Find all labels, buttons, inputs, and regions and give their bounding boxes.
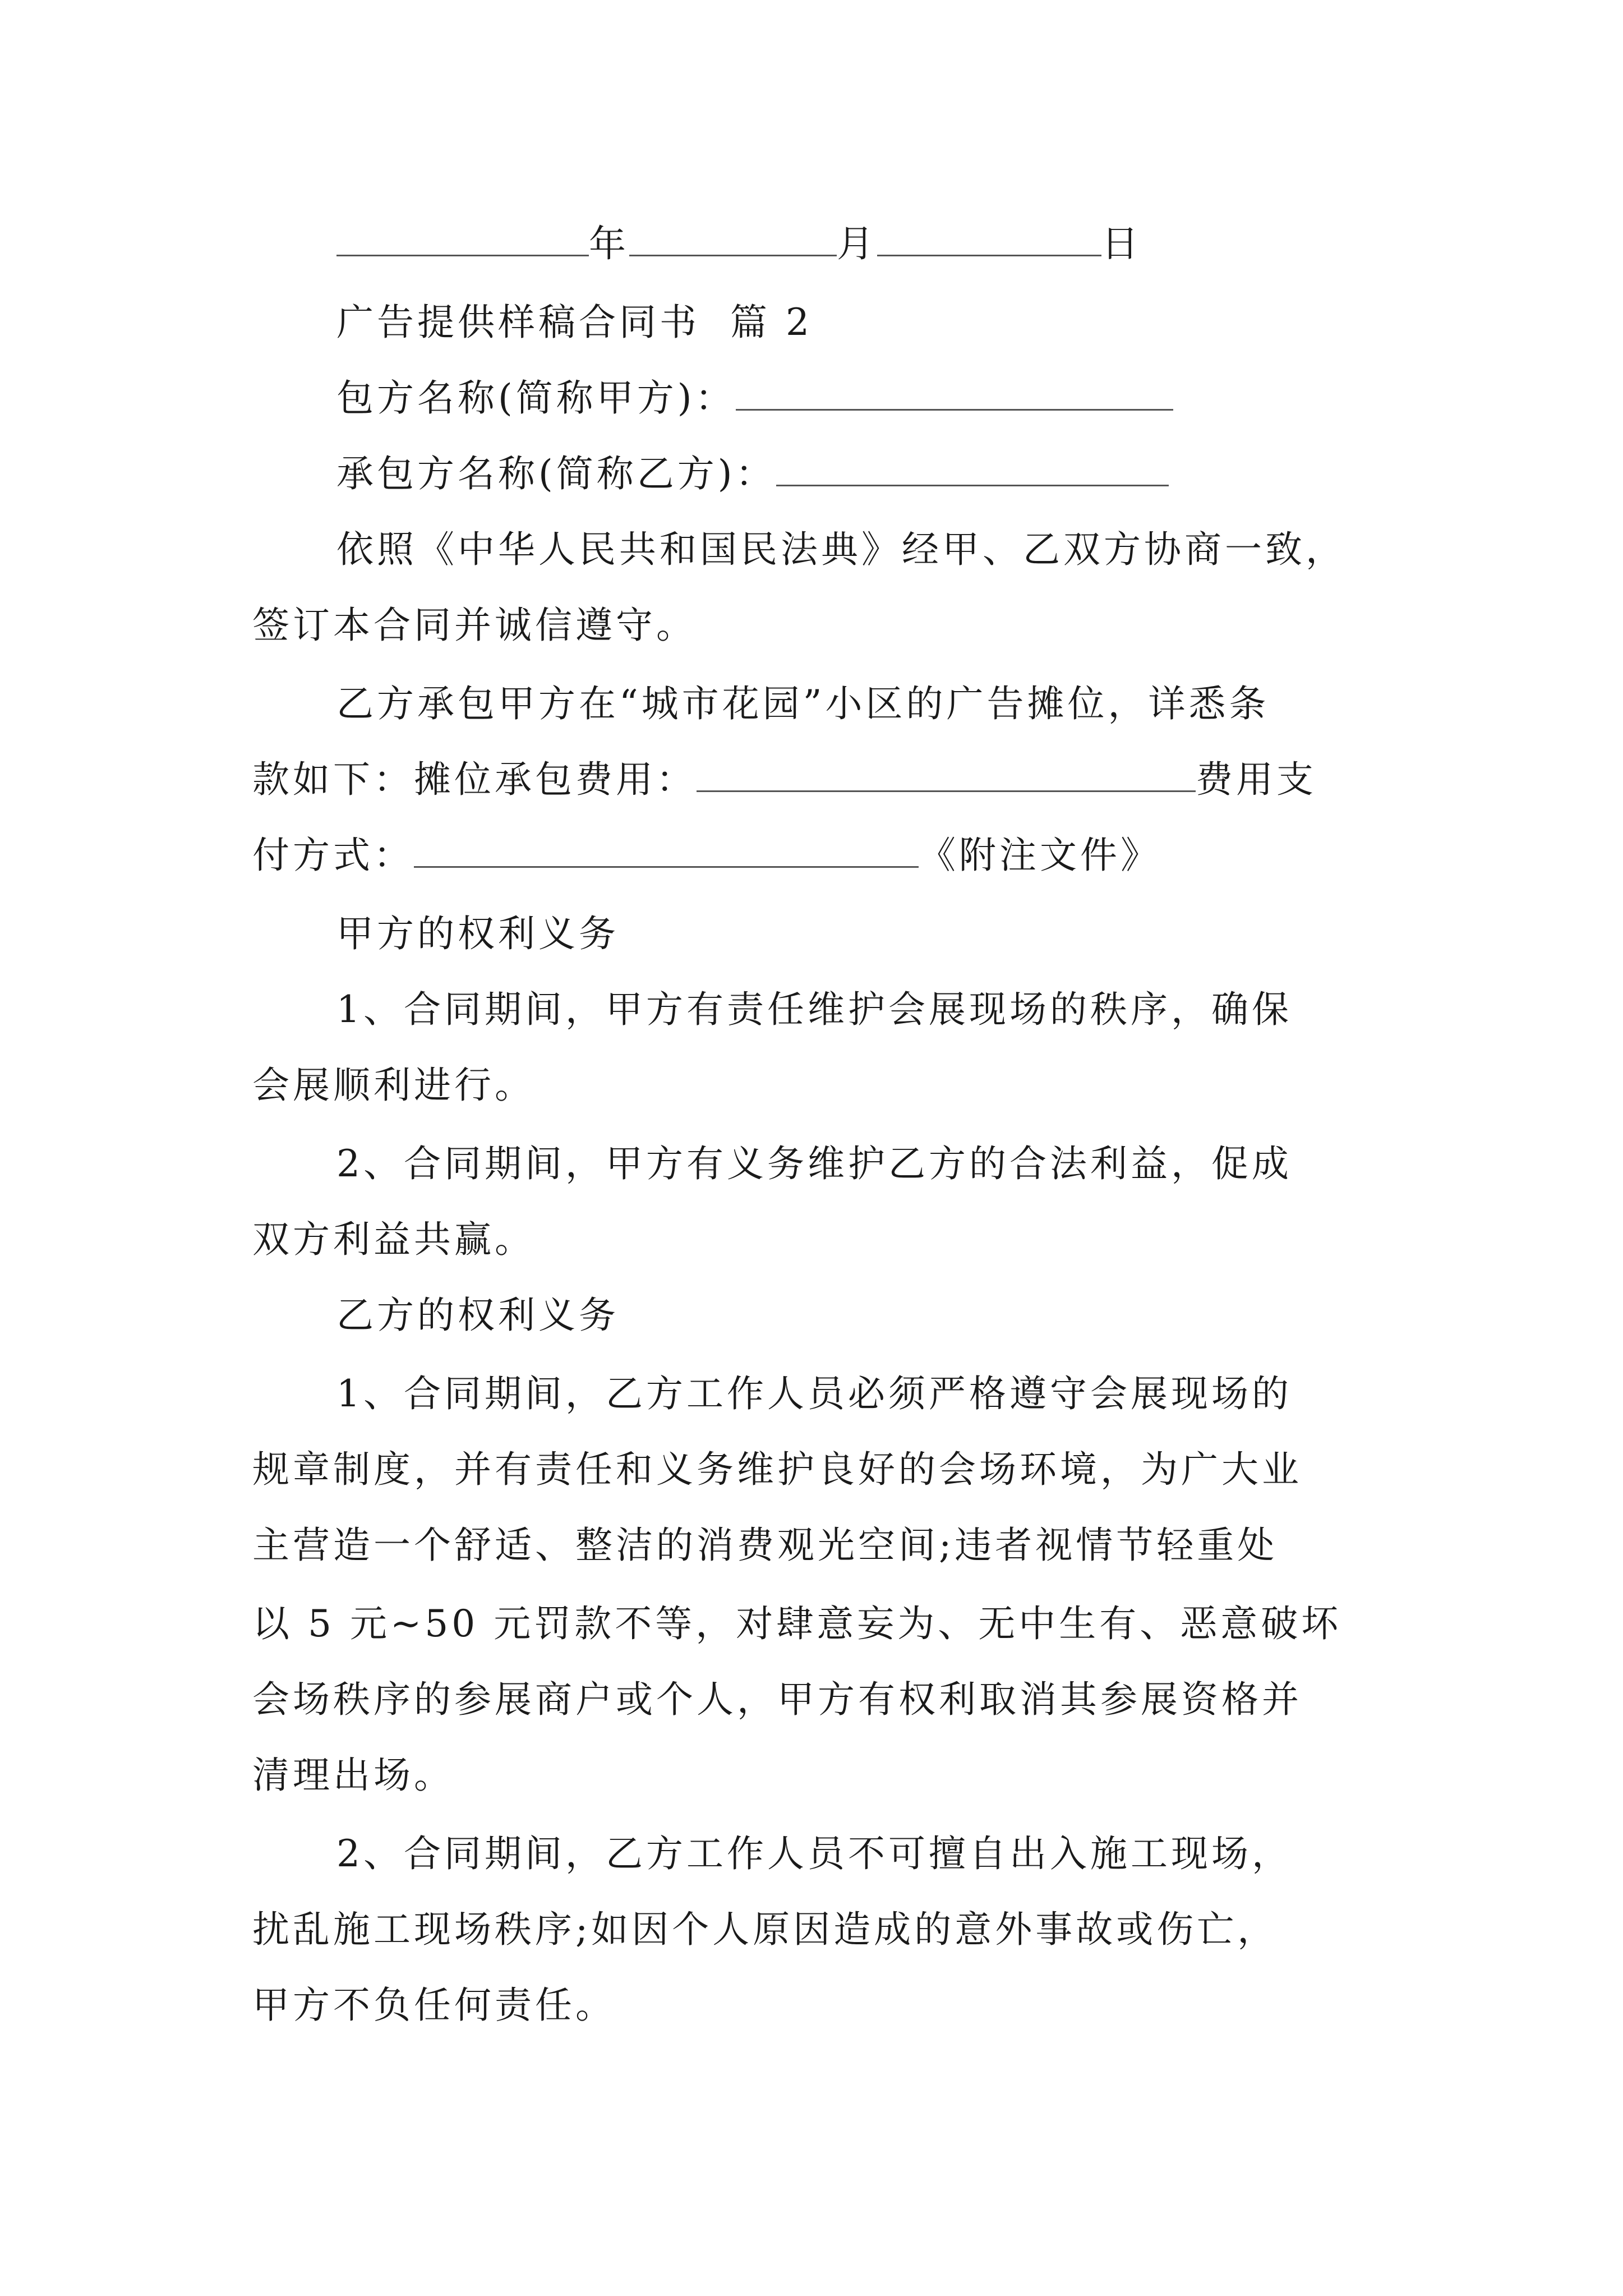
party-b-item1-line3: 主营造一个舒适、整洁的消费观光空间;违者视情节轻重处 — [252, 1524, 1278, 1567]
party-a-item2-line2: 双方利益共赢。 — [252, 1218, 535, 1261]
section-label: 篇 2 — [730, 301, 813, 344]
month-label: 月 — [837, 222, 877, 265]
party-b-item2-line1: 2、合同期间，乙方工作人员不可擅自出入施工现场， — [336, 1832, 1292, 1875]
title-text: 广告提供样稿合同书 — [336, 301, 700, 344]
party-b-item2-line2: 扰乱施工现场秩序;如因个人原因造成的意外事故或伤亡， — [252, 1908, 1278, 1951]
party-b-rights-heading: 乙方的权利义务 — [336, 1294, 619, 1337]
fee-blank[interactable] — [697, 753, 1196, 792]
attachment-ref: 《附注文件》 — [919, 834, 1161, 877]
party-a-item1-line2: 会展顺利进行。 — [252, 1064, 535, 1107]
party-a-line — [336, 367, 1385, 429]
scope-line-3 — [252, 825, 1385, 886]
year-label: 年 — [589, 222, 629, 265]
date-line — [336, 213, 1385, 275]
party-b-line — [336, 443, 1385, 505]
party-b-item2-line3: 甲方不负任何责任。 — [252, 1984, 616, 2027]
party-a-rights-heading: 甲方的权利义务 — [336, 912, 619, 955]
party-b-item1-line5: 会场秩序的参展商户或个人，甲方有权利取消其参展资格并 — [252, 1678, 1302, 1721]
scope-line-1: 乙方承包甲方在“城市花园”小区的广告摊位，详悉条 — [336, 682, 1270, 725]
party-b-item1-line1: 1、合同期间，乙方工作人员必须严格遵守会展现场的 — [336, 1372, 1292, 1415]
payment-blank[interactable] — [414, 829, 919, 868]
party-a-item1-line1: 1、合同期间，甲方有责任维护会展现场的秩序，确保 — [336, 988, 1292, 1031]
day-label: 日 — [1101, 222, 1142, 265]
fee-suffix: 费用支 — [1196, 758, 1317, 801]
party-b-item1-line2: 规章制度，并有责任和义务维护良好的会场环境，为广大业 — [252, 1448, 1302, 1491]
fee-label: 款如下：摊位承包费用： — [252, 758, 697, 801]
day-blank[interactable] — [877, 218, 1101, 256]
intro-line-2: 签订本合同并诚信遵守。 — [252, 604, 697, 647]
document-title — [336, 292, 1385, 353]
party-a-blank[interactable] — [736, 372, 1173, 411]
party-b-item1-line4: 以 5 元~50 元罚款不等，对肆意妄为、无中生有、恶意破坏 — [252, 1602, 1342, 1645]
party-b-label: 承包方名称(简称乙方)： — [336, 452, 776, 495]
party-b-item1-line6: 清理出场。 — [252, 1754, 454, 1797]
intro-line-1: 依照《中华人民共和国民法典》经甲、乙双方协商一致， — [336, 528, 1346, 571]
party-a-label: 包方名称(简称甲方)： — [336, 376, 736, 420]
party-a-item2-line1: 2、合同期间，甲方有义务维护乙方的合法利益，促成 — [336, 1142, 1292, 1185]
scope-line-2 — [252, 749, 1385, 811]
month-blank[interactable] — [629, 218, 837, 256]
payment-label: 付方式： — [252, 834, 414, 877]
year-blank[interactable] — [336, 218, 589, 256]
party-b-blank[interactable] — [776, 448, 1169, 486]
